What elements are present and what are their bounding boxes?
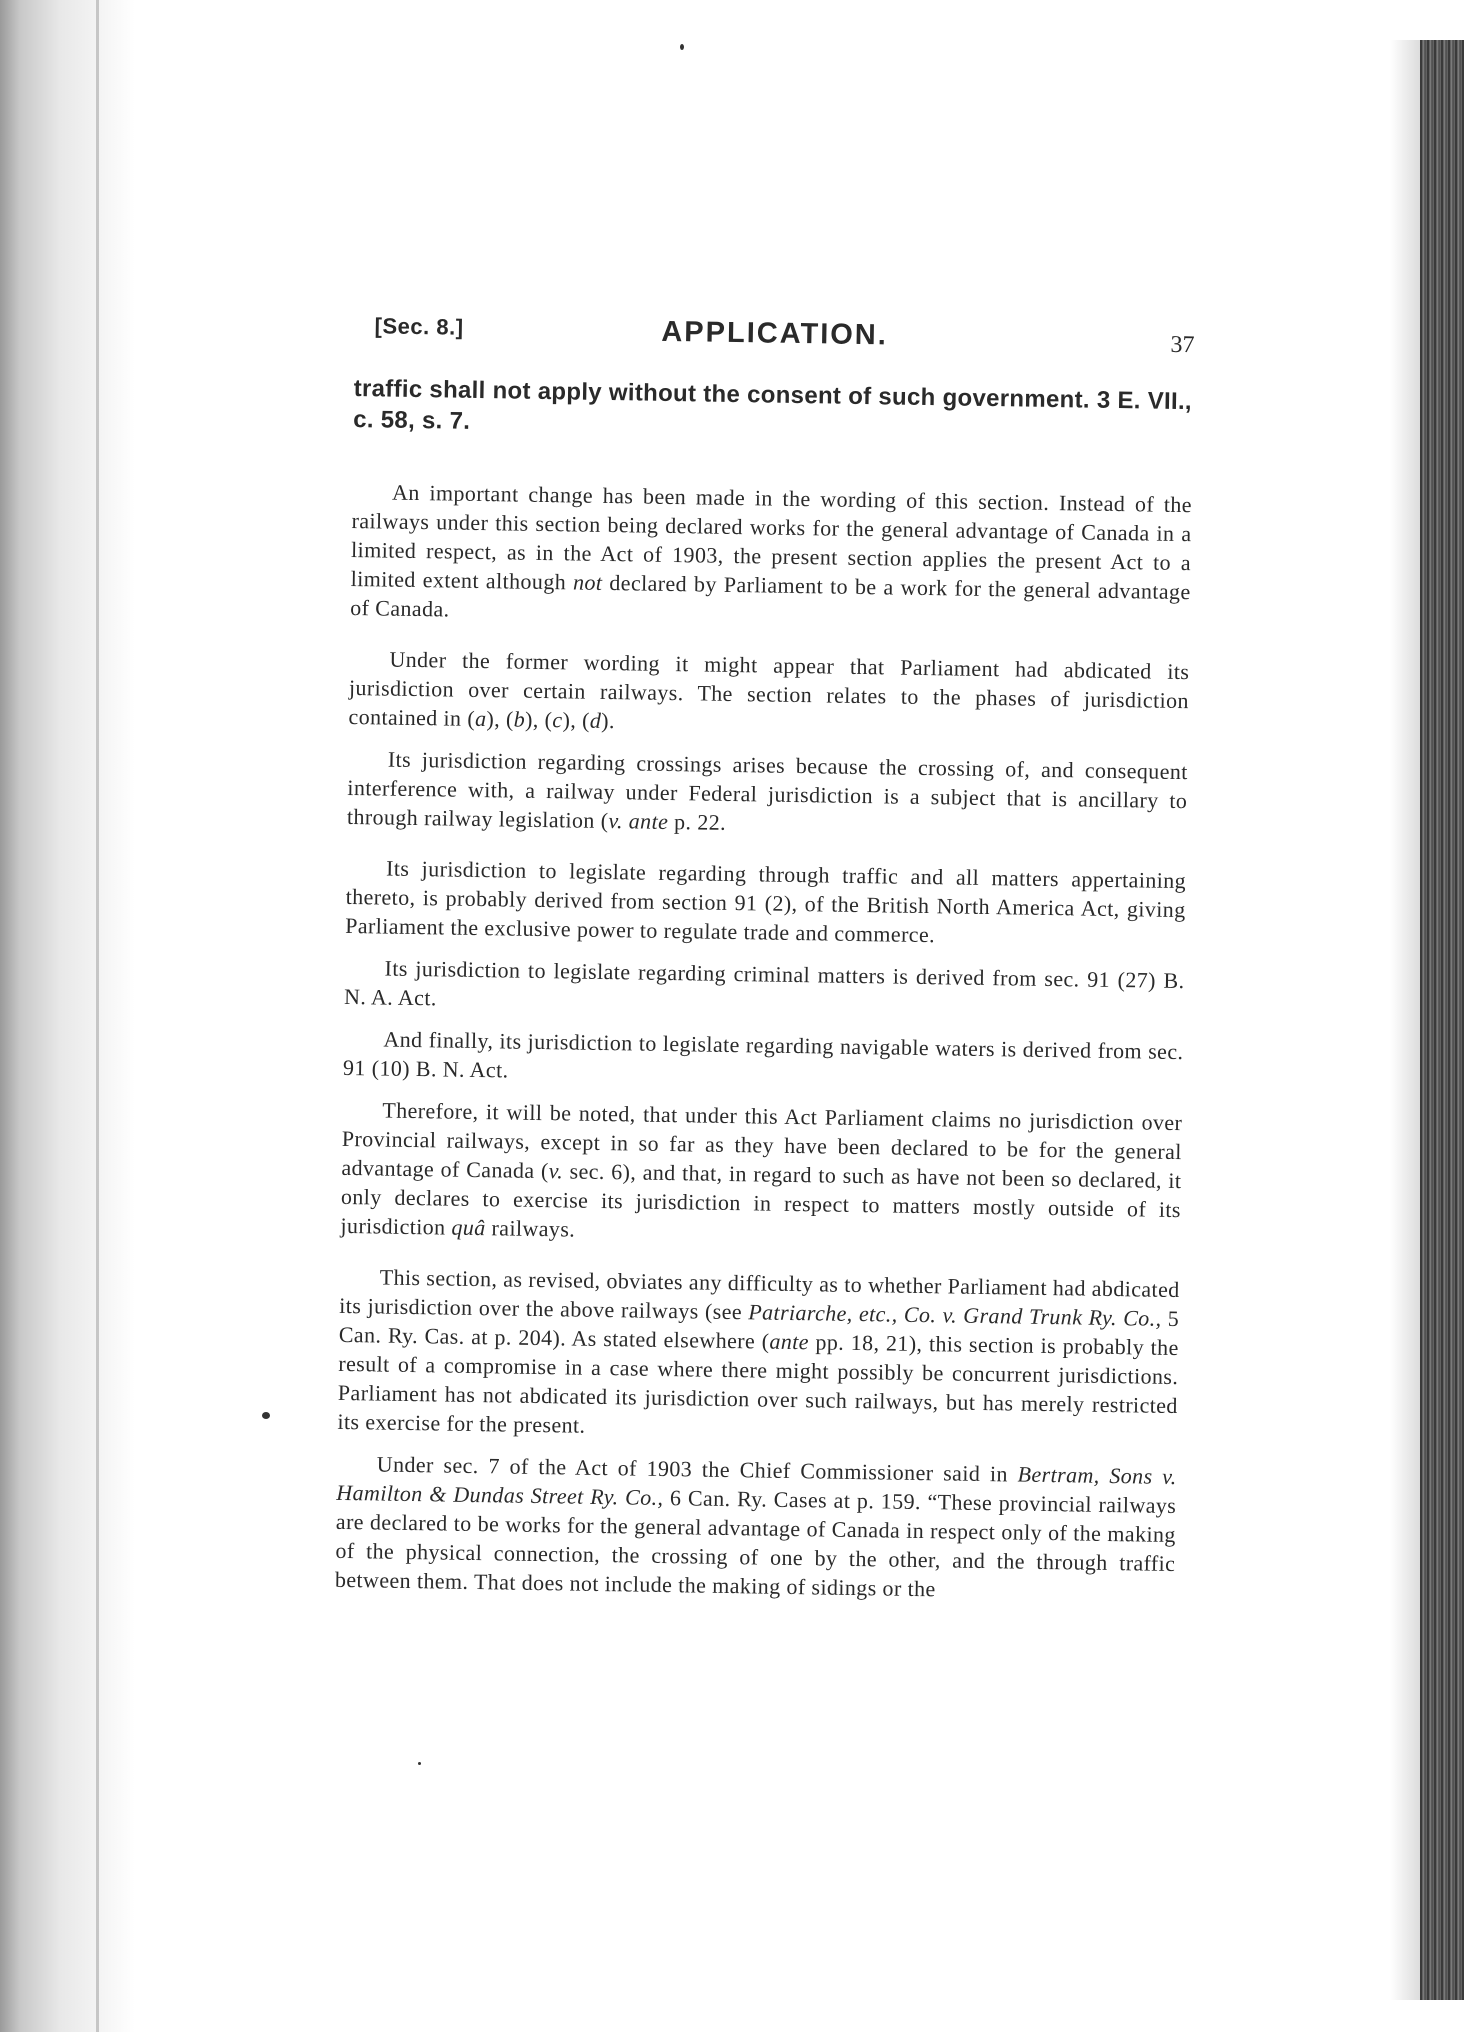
italic-text: v. ante — [608, 808, 669, 834]
section-reference: [Sec. 8.] — [374, 313, 464, 340]
paragraph — [340, 1095, 1182, 1253]
book-gutter-shadow — [0, 0, 135, 2032]
italic-text: Bertram, Sons v. Hamilton & Dundas Street Ry. Co., — [336, 1461, 1177, 1510]
ink-speck — [680, 44, 684, 50]
binding-line — [96, 0, 99, 2032]
text-run: Under the former wording it might appear that Parliament had abdicated its jurisdiction over certain railways. The section relates to the phases of jurisdiction contained in ( — [348, 646, 1190, 731]
italic-text: not — [572, 569, 603, 595]
text-run: declared by Parliament to be a work for the general advantage of Canada. — [350, 569, 1191, 622]
text-run: Its jurisdiction to legislate regarding criminal matters is derived from sec. 91 (27) B. N. A. Act. — [343, 955, 1185, 1011]
page-edge-shade — [1390, 40, 1420, 2000]
text-run: Therefore, it will be noted, that under this Act Parliament claims no jurisdiction over Provincial railways, except in so far as they have been declared to be for the general advantage of Canada ( — [341, 1097, 1183, 1184]
page-number: 37 — [1170, 331, 1195, 359]
text-run: Under sec. 7 of the Act of 1903 the Chief Commissioner said in — [376, 1451, 1018, 1487]
italic-text: b — [513, 706, 526, 732]
paragraph — [348, 644, 1189, 744]
text-run: p. 22. — [668, 808, 727, 835]
paragraph — [335, 1449, 1177, 1607]
running-header — [354, 305, 1195, 378]
paragraph — [343, 1024, 1184, 1095]
text-run: ), ( — [562, 707, 591, 733]
italic-text: a — [474, 705, 487, 732]
italic-text: quâ — [451, 1214, 486, 1241]
commentary-body — [335, 477, 1192, 1607]
text-run: Its jurisdiction regarding crossings arises because the crossing of, and consequent interference with, a railway under Federal jurisdiction is a subject that is ancillary to through railway legislation ( — [346, 746, 1188, 834]
text-run: Its jurisdiction to legislate regarding through traffic and all matters appertaining thereto, is probably derived from section 91 (2), of the British North America Act, giving Parliament the exclusive power to regulate trade and commerce. — [345, 855, 1187, 948]
italic-text: v. — [548, 1158, 564, 1184]
paragraph — [345, 853, 1186, 953]
text-run: 5 Can. Ry. Cas. at p. 204). As stated elsewhere ( — [338, 1305, 1180, 1354]
statute-text: traffic shall not apply without the consent of such government. 3 E. VII., c. 58, s. 7. — [352, 374, 1193, 435]
text-run: ), ( — [524, 706, 553, 733]
page-title: APPLICATION. — [661, 315, 889, 352]
text-run: pp. 18, 21), this section is probably the result of a compromise in a case where there might possibly be concurrent jurisdictions. Parliament has not abdicated its jurisdiction over such railways, but has merely restricted its exercise for the present. — [337, 1329, 1179, 1438]
text-run: 6 Can. Ry. Cases at p. 159. “These provincial railways are declared to be works for the general advantage of Canada in respect only of the making of the physical connection, the crossing of one by the other, and the through traffic between them. That does not include the making of sidings or the — [334, 1484, 1177, 1602]
text-run: This section, as revised, obviates any difficulty as to whether Parliament had abdicated its jurisdiction over the above railways (see — [339, 1264, 1180, 1325]
text-run: ), ( — [486, 706, 514, 732]
paragraph — [350, 477, 1192, 635]
text-run: And finally, its jurisdiction to legislate regarding navigable waters is derived from sec. 91 (10) B. N. Act. — [342, 1026, 1184, 1083]
text-run: railways. — [485, 1215, 576, 1242]
italic-text: Patriarche, etc., Co. v. Grand Trunk Ry. Co., — [748, 1299, 1162, 1331]
paragraph — [337, 1262, 1180, 1449]
ink-speck — [418, 1762, 421, 1765]
text-run: sec. 6), and that, in regard to such as have not been so declared, it only declares to exercise its jurisdiction in respect to matters mostly outside of its jurisdiction — [340, 1158, 1182, 1240]
italic-text: ante — [769, 1328, 810, 1355]
paragraph — [347, 744, 1188, 844]
stacked-page-edges — [1420, 40, 1464, 2000]
italic-text: c — [552, 707, 563, 733]
page-content — [335, 305, 1195, 1620]
text-run: An important change has been made in the wording of this section. Instead of the railways under this section being declared works for the general advantage of Canada in a limited respect, as in the Act of 1903, the present section applies the present Act to a limited extent although — [350, 479, 1193, 595]
paragraph — [344, 953, 1185, 1024]
ink-speck — [262, 1412, 270, 1419]
italic-text: d — [589, 707, 602, 733]
text-run: ). — [601, 707, 616, 734]
